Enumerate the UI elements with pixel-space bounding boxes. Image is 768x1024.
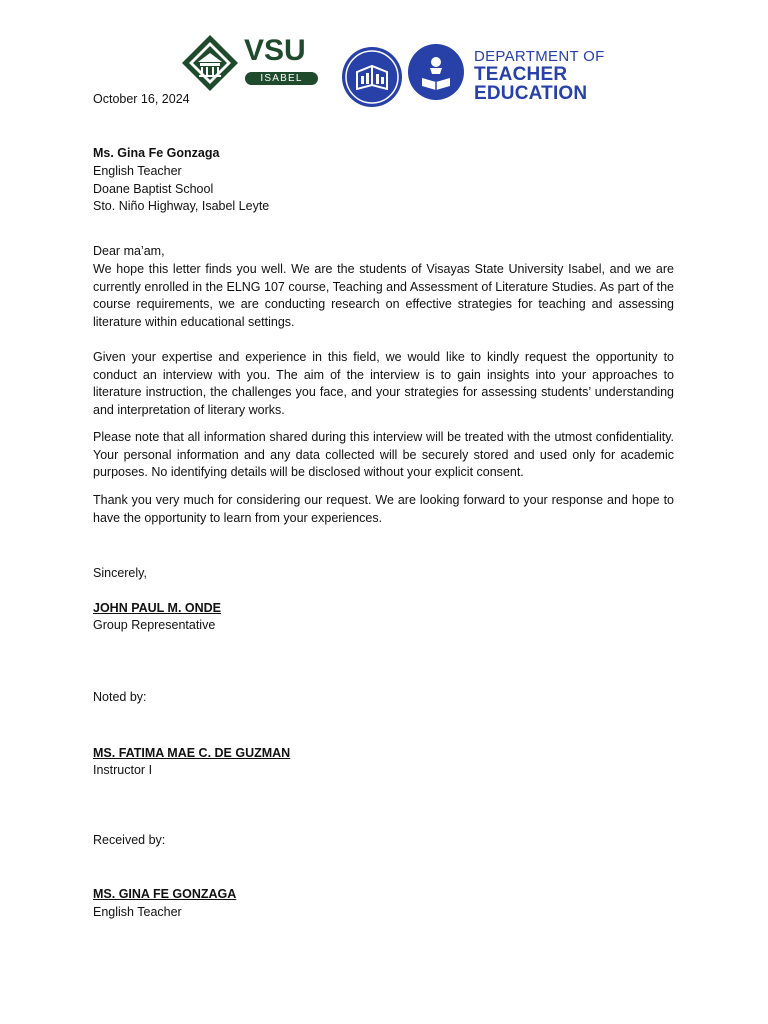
- signatory-title: Group Representative: [93, 618, 216, 632]
- signatory-title: English Teacher: [93, 905, 182, 919]
- recipient-position: English Teacher: [93, 164, 182, 178]
- recipient-name: Ms. Gina Fe Gonzaga: [93, 146, 220, 160]
- received-by-label: Received by:: [93, 833, 166, 847]
- recipient-address: Sto. Niño Highway, Isabel Leyte: [93, 199, 270, 213]
- vsu-campus-badge: ISABEL: [245, 72, 318, 85]
- letter-date: October 16, 2024: [93, 92, 190, 106]
- body-paragraph: We hope this letter finds you well. We are the students of Visayas State University Isabel, and we are currently enrolled in the ELNG 107 course, Teaching and Assessment of Literature Studies. As part of the course requirements, we are conducting research on effective strategies for teaching and assessing literature within educational settings.: [93, 262, 674, 329]
- vsu-logo-text: VSU: [244, 34, 306, 67]
- signatory-name: MS. GINA FE GONZAGA: [93, 887, 237, 901]
- body-paragraph: Given your expertise and experience in this field, we would like to kindly request the opportunity to conduct an interview with you. The aim of the interview is to gain insights into your approaches to literature instruction, the challenges you face, and your strategies for assessing students’ understanding and interpretation of literary works.: [93, 350, 674, 417]
- department-line-2: TEACHER: [474, 64, 568, 85]
- department-line-3: EDUCATION: [474, 83, 588, 104]
- salutation: Dear ma’am,: [93, 244, 165, 258]
- body-paragraph: Thank you very much for considering our request. We are looking forward to your response and hope to have the opportunity to learn from your experiences.: [93, 493, 674, 525]
- recipient-school: Doane Baptist School: [93, 182, 214, 196]
- signatory-name: MS. FATIMA MAE C. DE GUZMAN: [93, 746, 291, 760]
- closing: Sincerely,: [93, 566, 147, 580]
- department-line-1: DEPARTMENT OF: [474, 48, 605, 65]
- signatory-title: Instructor I: [93, 763, 153, 777]
- signatory-name: JOHN PAUL M. ONDE: [93, 601, 222, 615]
- noted-by-label: Noted by:: [93, 690, 147, 704]
- body-paragraph: Please note that all information shared during this interview will be treated with the utmost confidentiality. Your personal information and any data collected will be securely stored and used only for academic purposes. No identifying details will be disclosed without your explicit consent.: [93, 430, 674, 480]
